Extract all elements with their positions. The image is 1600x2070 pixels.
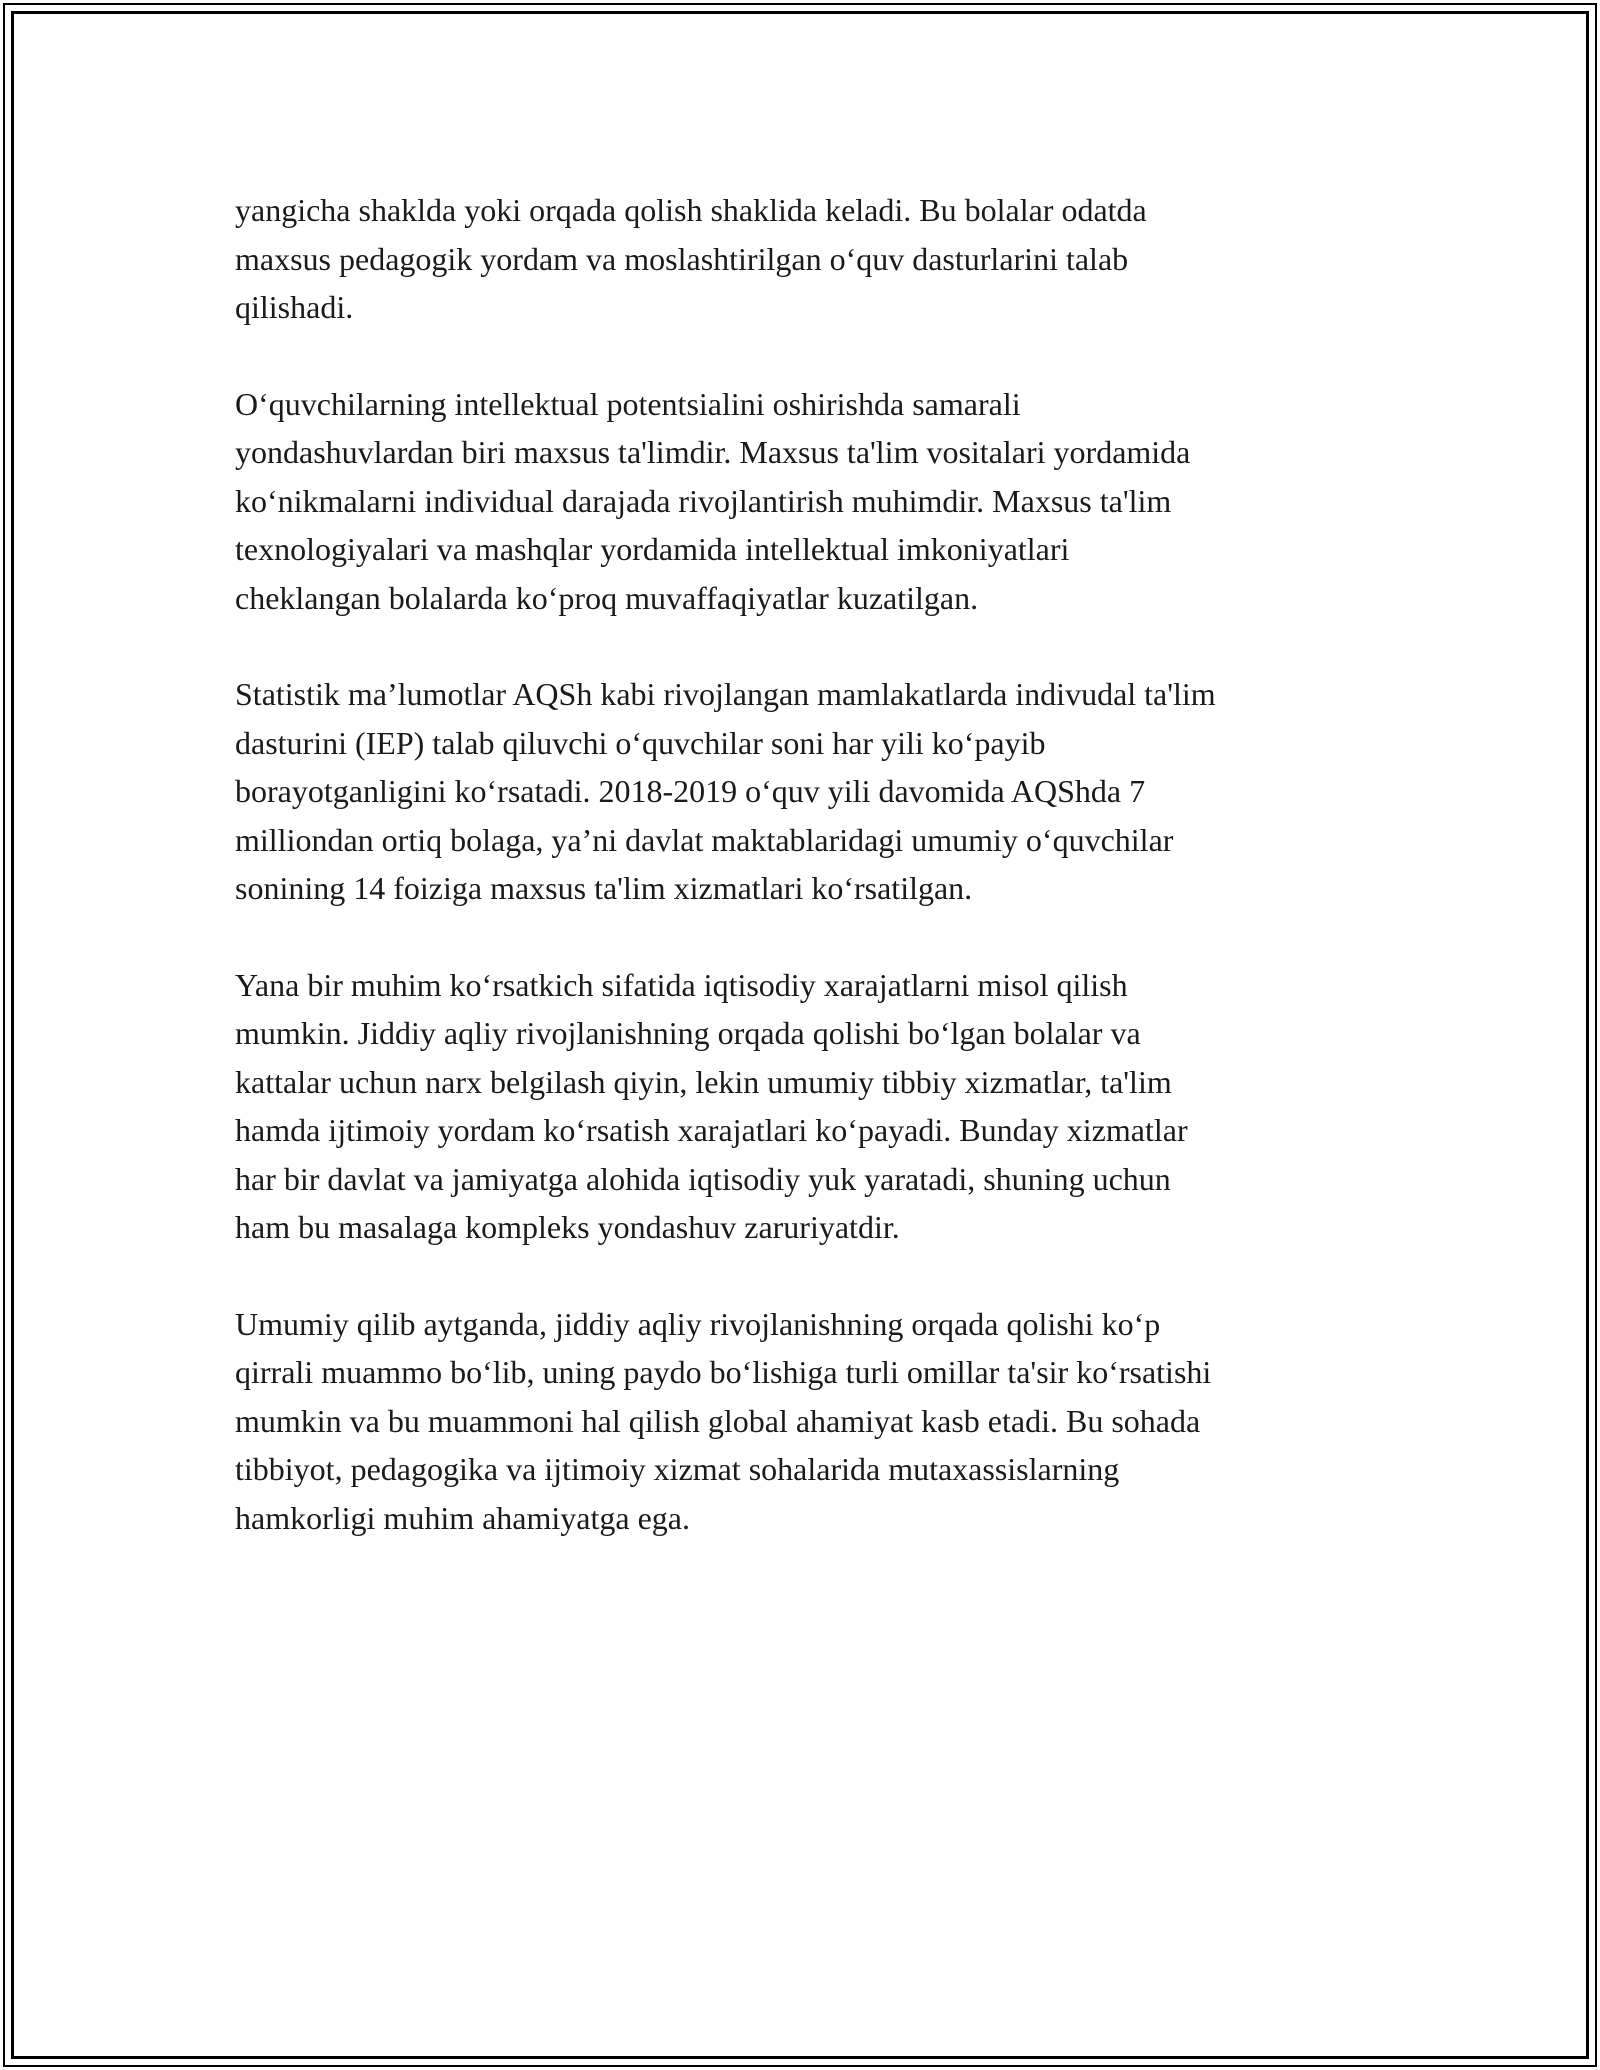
text-line: cheklangan bolalarda ko‘proq muvaffaqiyatlar kuzatilgan. xyxy=(235,579,979,616)
text-line: qilishadi. xyxy=(235,289,354,325)
text-line: ko‘nikmalarni individual darajada rivojlantirish muhimdir. Maxsus ta'lim xyxy=(235,482,1172,519)
text-line: mumkin. Jiddiy aqliy rivojlanishning orqada qolishi bo‘lgan bolalar va xyxy=(235,1015,1141,1051)
text-line: mumkin va bu muammoni hal qilish global ahamiyat kasb etadi. Bu sohada xyxy=(235,1402,1201,1439)
text-line: dasturini (IEP) talab qiluvchi o‘quvchilar soni har yili ko‘payib xyxy=(235,724,1046,761)
text-line: sonining 14 foiziga maxsus ta'lim xizmatlari ko‘rsatilgan. xyxy=(235,870,973,906)
text-line: yondashuvlardan biri maxsus ta'limdir. Maxsus ta'lim vositalari yordamida xyxy=(235,434,1191,470)
text-line: Statistik ma’lumotlar AQSh kabi rivojlangan mamlakatlarda indivudal ta'lim xyxy=(235,676,1216,712)
text-line: borayotganligini ko‘rsatadi. 2018-2019 o‘quv yili davomida AQShda 7 xyxy=(235,773,1146,809)
paragraph xyxy=(235,670,1370,913)
paragraph xyxy=(235,1300,1370,1543)
text-line: Umumiy qilib aytganda, jiddiy aqliy rivojlanishning orqada qolishi ko‘p xyxy=(235,1305,1161,1342)
text-line: Yana bir muhim ko‘rsatkich sifatida iqtisodiy xarajatlarni misol qilish xyxy=(235,966,1128,1003)
text-line: yangicha shaklda yoki orqada qolish shaklida keladi. Bu bolalar odatda xyxy=(235,192,1147,228)
text-line: har bir davlat va jamiyatga alohida iqtisodiy yuk yaratadi, shuning uchun xyxy=(235,1160,1171,1197)
text-line: qirrali muammo bo‘lib, uning paydo bo‘lishiga turli omillar ta'sir ko‘rsatishi xyxy=(235,1354,1212,1390)
text-line: hamkorligi muhim ahamiyatga ega. xyxy=(235,1499,690,1536)
text-line: kattalar uchun narx belgilash qiyin, lekin umumiy tibbiy xizmatlar, ta'lim xyxy=(235,1063,1172,1100)
document-body xyxy=(235,186,1370,1590)
text-line: O‘quvchilarning intellektual potentsialini oshirishda samarali xyxy=(235,385,1021,422)
text-line: hamda ijtimoiy yordam ko‘rsatish xarajatlari ko‘payadi. Bunday xizmatlar xyxy=(235,1112,1188,1148)
text-line: ham bu masalaga kompleks yondashuv zaruriyatdir. xyxy=(235,1209,900,1245)
paragraph xyxy=(235,380,1370,623)
paragraph xyxy=(235,186,1370,332)
paragraph xyxy=(235,961,1370,1252)
text-line: maxsus pedagogik yordam va moslashtirilgan o‘quv dasturlarini talab xyxy=(235,240,1129,277)
text-line: texnologiyalari va mashqlar yordamida intellektual imkoniyatlari xyxy=(235,531,1070,567)
text-line: milliondan ortiq bolaga, ya’ni davlat maktablaridagi umumiy o‘quvchilar xyxy=(235,821,1174,858)
text-line: tibbiyot, pedagogika va ijtimoiy xizmat sohalarida mutaxassislarning xyxy=(235,1451,1120,1487)
